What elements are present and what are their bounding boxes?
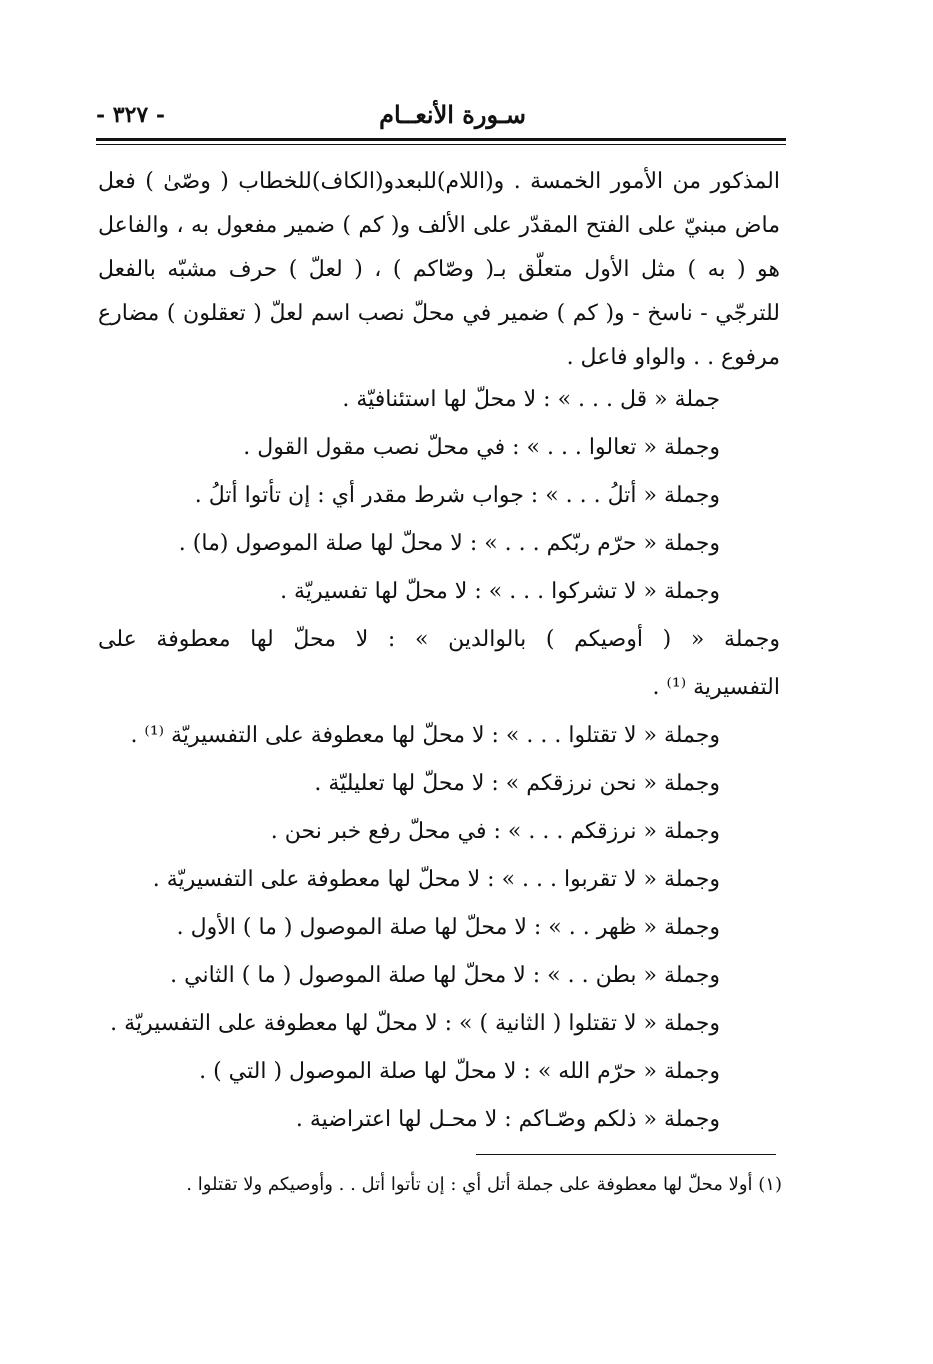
sentence-line: وجملة « ذلكم وصّـاكم : لا محـل لها اعتراضية .	[295, 1107, 720, 1132]
header-divider-thin	[96, 144, 786, 145]
sentence-line: وجملة « لا تقربوا . . . » : لا محلّ لها معطوفة على التفسيريّة .	[152, 867, 720, 892]
main-paragraph	[98, 160, 780, 380]
page-header	[96, 98, 786, 138]
header-divider	[96, 138, 786, 141]
sentence-line: وجملة « تعالوا . . . » : في محلّ نصب مقول القول .	[243, 435, 720, 460]
footnote: (١) أولا محلّ لها معطوفة على جملة أتل أي : إن تأتوا أتل . . وأوصيكم ولا تقتلوا .	[186, 1174, 782, 1195]
sentence-line: وجملة « ( أوصيكم ) بالوالدين » : لا محلّ لها معطوفة على	[98, 627, 780, 652]
sentence-line-continuation: التفسيرية ⁽¹⁾ .	[652, 675, 780, 700]
sentence-line: وجملة « لا تقتلوا . . . » : لا محلّ لها معطوفة على التفسيريّة ⁽¹⁾ .	[130, 723, 720, 748]
sentence-line: وجملة « بطن . . » : لا محلّ لها صلة الموصول ( ما ) الثاني .	[170, 963, 720, 988]
surah-title: سـورة الأنعــام	[379, 100, 526, 129]
sentence-line: وجملة « حرّم الله » : لا محلّ لها صلة الموصول ( التي ) .	[199, 1059, 720, 1084]
sentence-line: وجملة « حرّم ربّكم . . . » : لا محلّ لها صلة الموصول (ما) .	[178, 531, 720, 556]
sentence-analysis-list	[98, 376, 780, 1144]
sentence-line: وجملة « ظهر . . » : لا محلّ لها صلة الموصول ( ما ) الأول .	[176, 915, 720, 940]
sentence-line: وجملة « نرزقكم . . . » : في محلّ رفع خبر نحن .	[270, 819, 720, 844]
sentence-line: جملة « قل . . . » : لا محلّ لها استئنافيّة .	[342, 387, 720, 412]
sentence-line: وجملة « أتلُ . . . » : جواب شرط مقدر أي : إن تأتوا أتلُ .	[194, 483, 720, 508]
sentence-line: وجملة « نحن نرزقكم » : لا محلّ لها تعليليّة .	[314, 771, 720, 796]
footnote-divider	[476, 1154, 776, 1155]
page-number: - ٣٢٧ -	[96, 102, 166, 128]
sentence-line: وجملة « لا تقتلوا ( الثانية ) » : لا محلّ لها معطوفة على التفسيريّة .	[110, 1011, 720, 1036]
paragraph-text: المذكور من الأمور الخمسة . و(اللام)للبعدو(الكاف)للخطاب ( وصّىٰ ) فعل ماض مبنيّ على الفتح المقدّر على الألف و( كم ) ضمير مفعول به ، والفاعل هو ( به ) مثل الأول متعلّق بـ( وصّاكم ) ، ( لعلّ ) حرف مشبّه بالفعل للترجّي - ناسخ - و( كم ) ضمير في محلّ نصب اسم لعلّ ( تعقلون ) مضارع مرفوع . . والواو فاعل .	[98, 169, 780, 370]
sentence-line: وجملة « لا تشركوا . . . » : لا محلّ لها تفسيريّة .	[280, 579, 720, 604]
